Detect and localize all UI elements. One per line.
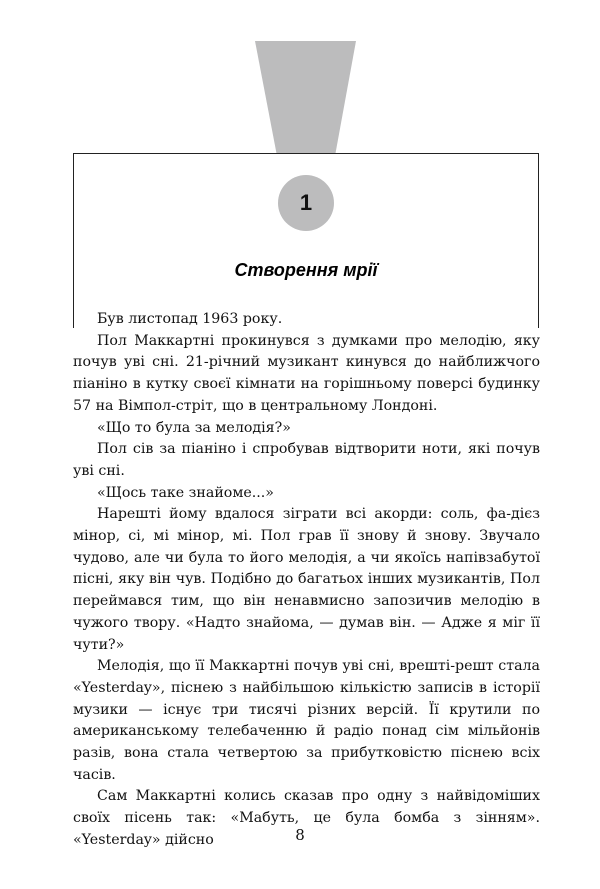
paragraph: Мелодія, що її Маккартні почув уві сні, врешті-решт стала «Yesterday», піснею з найбільшою кількістю записів в історії музики — існує три тисячі різних версій. Її крутили по американському телебаченню й радіо понад сім мільйонів разів, вона стала четвертою за прибутковістю піснею всіх часів. bbox=[73, 658, 540, 783]
paragraph: Сам Маккартні колись сказав про одну з найвідоміших своїх пісень так: «Мабуть, це була бомба з зінням». «Yesterday» дійсно bbox=[73, 788, 540, 848]
chapter-tab-decoration bbox=[0, 0, 600, 160]
paragraph: Нарешті йому вдалося зіграти всі акорди: соль, фа-дієз мінор, сі, мі мінор, мі. Пол грав її знову й знову. Звучало чудово, але чи була то його мелодія, а чи якоїсь напівзабутої пісні, яку він чув. Подібно до багатьох інших музикантів, Пол переймався тим, що він ненавмисно запозичив мелодію в чужого твору. «Надто знайома, — думав він. — Адже я міг її чути?» bbox=[73, 506, 540, 653]
chapter-number: 1 bbox=[299, 190, 313, 215]
paragraph: «Щось таке знайоме...» bbox=[97, 484, 274, 501]
paragraph: Пол Маккартні прокинувся з думками про мелодію, яку почув уві сні. 21-річний музикант кинувся до найближчого піаніно в кутку своєї кімнати на горішньому поверсі будинку 57 на Вімпол-стріт, що в центральному Лондоні. bbox=[73, 332, 540, 414]
chapter-title: Створення мрії bbox=[234, 260, 378, 280]
paragraph: Був листопад 1963 року. bbox=[97, 311, 283, 327]
chapter-number-badge bbox=[278, 175, 334, 231]
paragraph: «Що то була за мелодія?» bbox=[97, 419, 291, 436]
body-text bbox=[73, 309, 540, 852]
paragraph: Пол сів за піаніно і спробував відтворити ноти, які почув уві сні. bbox=[73, 441, 540, 479]
page-number: 8 bbox=[295, 826, 305, 844]
